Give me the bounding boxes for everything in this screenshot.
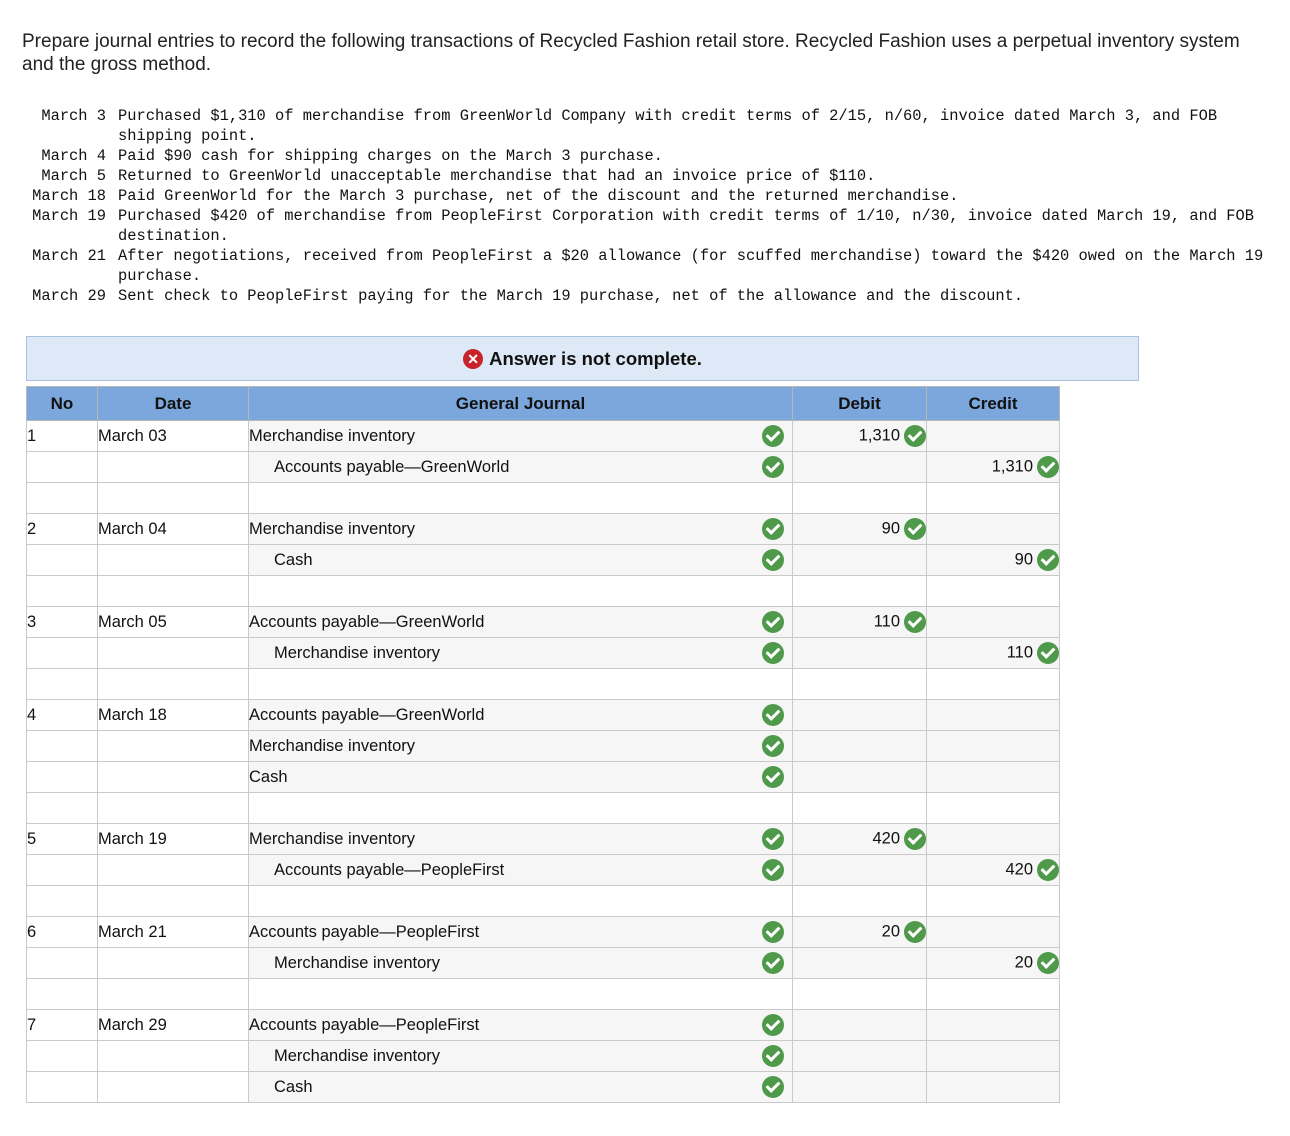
credit-input[interactable] [927,421,1060,452]
journal-row [27,421,1060,452]
check-circle-icon [762,1076,784,1098]
entry-date-select[interactable]: March 29 [98,1010,249,1041]
account-title-select[interactable] [249,452,793,483]
entry-number [27,638,98,669]
debit-input[interactable] [793,979,927,1010]
x-circle-icon: ✕ [463,349,483,369]
journal-row [27,514,1060,545]
journal-row [27,452,1060,483]
transaction-date: March 29 [32,287,106,305]
transaction-date: March 18 [32,187,106,205]
entry-number [27,948,98,979]
credit-input[interactable] [927,886,1060,917]
debit-value: 90 [881,519,900,538]
debit-input[interactable] [793,452,927,483]
header-date: Date [98,387,249,421]
entry-date-select[interactable] [98,452,249,483]
entry-number [27,576,98,607]
debit-input[interactable] [793,731,927,762]
general-journal-table [26,386,1060,1103]
entry-date-select[interactable] [98,1041,249,1072]
account-title-select[interactable] [249,1010,793,1041]
journal-row [27,607,1060,638]
check-circle-icon [1037,952,1059,974]
account-title-select[interactable] [249,514,793,545]
account-title-select[interactable] [249,1041,793,1072]
account-title-select[interactable] [249,421,793,452]
credit-input[interactable] [927,1041,1060,1072]
journal-row [27,793,1060,824]
journal-row [27,824,1060,855]
credit-value: 1,310 [991,457,1033,476]
debit-input[interactable] [793,1072,927,1103]
debit-value: 110 [873,612,900,631]
account-title-select[interactable] [249,483,793,514]
entry-date-select[interactable]: March 05 [98,607,249,638]
check-circle-icon [762,704,784,726]
check-circle-icon [1037,549,1059,571]
transaction-item [22,246,1278,286]
entry-date-select[interactable] [98,545,249,576]
transaction-item [22,166,1278,186]
account-title-text: Merchandise inventory [249,829,415,848]
account-title-text: Accounts payable—GreenWorld [249,612,485,631]
journal-row [27,638,1060,669]
account-title-text: Merchandise inventory [274,1046,440,1065]
account-title-select[interactable] [249,855,793,886]
header-general-journal: General Journal [249,387,793,421]
check-circle-icon [1037,642,1059,664]
journal-row [27,886,1060,917]
account-title-text: Cash [274,550,313,569]
account-title-select[interactable] [249,607,793,638]
check-circle-icon [904,425,926,447]
credit-input[interactable] [927,731,1060,762]
credit-value: 20 [1014,953,1033,972]
transaction-text: Purchased $420 of merchandise from PeopleFirst Corporation with credit terms of 1/10, n/30, invoice dated March 19, and FOB destination. [118,207,1255,245]
entry-number [27,855,98,886]
account-title-text: Accounts payable—GreenWorld [249,705,485,724]
entry-date-select[interactable] [98,793,249,824]
entry-number [27,452,98,483]
check-circle-icon [762,518,784,540]
check-circle-icon [904,611,926,633]
journal-row [27,1041,1060,1072]
entry-date-select[interactable] [98,669,249,700]
transaction-list [22,106,1278,306]
transaction-text: After negotiations, received from PeopleFirst a $20 allowance (for scuffed merchandise) toward the $420 owed on the March 19 purchase. [118,247,1264,285]
entry-number: 6 [27,917,98,948]
account-title-select[interactable] [249,886,793,917]
debit-input[interactable] [793,948,927,979]
account-title-text: Accounts payable—GreenWorld [274,457,510,476]
entry-date-select[interactable] [98,638,249,669]
credit-input[interactable] [927,1072,1060,1103]
account-title-text: Accounts payable—PeopleFirst [249,922,480,941]
account-title-select[interactable] [249,576,793,607]
transaction-item [22,146,1278,166]
credit-input[interactable] [927,762,1060,793]
transaction-item [22,206,1278,246]
account-title-select[interactable] [249,917,793,948]
entry-number [27,979,98,1010]
account-title-text: Merchandise inventory [274,643,440,662]
debit-input[interactable] [793,917,927,948]
account-title-select[interactable] [249,824,793,855]
account-title-text: Cash [249,767,288,786]
entry-number [27,731,98,762]
entry-number [27,1041,98,1072]
transaction-text: Purchased $1,310 of merchandise from GreenWorld Company with credit terms of 2/15, n/60, invoice dated March 3, and FOB shipping point. [118,107,1218,145]
entry-number [27,1072,98,1103]
debit-input[interactable] [793,607,927,638]
entry-date-select[interactable] [98,979,249,1010]
debit-input[interactable] [793,483,927,514]
credit-input[interactable] [927,607,1060,638]
credit-value: 420 [1005,860,1033,879]
credit-input[interactable] [927,824,1060,855]
credit-input[interactable] [927,979,1060,1010]
account-title-text: Accounts payable—PeopleFirst [274,860,505,879]
entry-number: 4 [27,700,98,731]
entry-number [27,669,98,700]
entry-number: 5 [27,824,98,855]
entry-date-select[interactable] [98,886,249,917]
check-circle-icon [762,425,784,447]
entry-number: 2 [27,514,98,545]
entry-date-select[interactable]: March 21 [98,917,249,948]
account-title-select[interactable] [249,793,793,824]
check-circle-icon [762,921,784,943]
credit-input[interactable] [927,948,1060,979]
transaction-text: Paid $90 cash for shipping charges on the March 3 purchase. [118,147,663,165]
check-circle-icon [762,952,784,974]
debit-input[interactable] [793,1041,927,1072]
journal-row [27,979,1060,1010]
entry-number [27,793,98,824]
check-circle-icon [904,921,926,943]
entry-date-select[interactable] [98,731,249,762]
debit-value: 420 [872,829,900,848]
debit-input[interactable] [793,855,927,886]
account-title-text: Merchandise inventory [274,953,440,972]
journal-row [27,1072,1060,1103]
check-circle-icon [762,549,784,571]
debit-input[interactable] [793,886,927,917]
transaction-text: Returned to GreenWorld unacceptable merchandise that had an invoice price of $110. [118,167,876,185]
header-no: No [27,387,98,421]
account-title-text: Merchandise inventory [249,426,415,445]
account-title-select[interactable] [249,545,793,576]
journal-row [27,700,1060,731]
account-title-select[interactable] [249,731,793,762]
debit-input[interactable] [793,824,927,855]
entry-date-select[interactable] [98,576,249,607]
debit-input[interactable] [793,793,927,824]
journal-row [27,483,1060,514]
credit-input[interactable] [927,917,1060,948]
credit-input[interactable] [927,483,1060,514]
account-title-text: Cash [274,1077,313,1096]
entry-date-select[interactable]: March 19 [98,824,249,855]
check-circle-icon [762,766,784,788]
entry-number [27,545,98,576]
transaction-item [22,106,1278,146]
debit-input[interactable] [793,576,927,607]
credit-input[interactable] [927,576,1060,607]
check-circle-icon [762,859,784,881]
check-circle-icon [762,1014,784,1036]
check-circle-icon [762,735,784,757]
account-title-select[interactable] [249,762,793,793]
entry-number: 3 [27,607,98,638]
check-circle-icon [904,518,926,540]
debit-input[interactable] [793,1010,927,1041]
debit-input[interactable] [793,421,927,452]
check-circle-icon [762,828,784,850]
journal-row [27,855,1060,886]
credit-input[interactable] [927,669,1060,700]
debit-input[interactable] [793,638,927,669]
debit-input[interactable] [793,700,927,731]
entry-date-select[interactable] [98,1072,249,1103]
credit-input[interactable] [927,452,1060,483]
journal-row [27,669,1060,700]
journal-row [27,545,1060,576]
credit-input[interactable] [927,545,1060,576]
journal-row [27,917,1060,948]
credit-input[interactable] [927,638,1060,669]
account-title-text: Merchandise inventory [249,519,415,538]
status-banner [26,336,1139,381]
entry-date-select[interactable] [98,855,249,886]
header-debit: Debit [793,387,927,421]
entry-number: 1 [27,421,98,452]
debit-value: 20 [881,922,900,941]
transaction-text: Paid GreenWorld for the March 3 purchase, net of the discount and the returned merchandise. [118,187,959,205]
account-title-select[interactable] [249,979,793,1010]
debit-input[interactable] [793,545,927,576]
entry-number [27,886,98,917]
entry-number [27,762,98,793]
check-circle-icon [1037,859,1059,881]
check-circle-icon [762,1045,784,1067]
account-title-select[interactable] [249,1072,793,1103]
credit-value: 90 [1014,550,1033,569]
journal-row [27,1010,1060,1041]
transaction-item [22,186,1278,206]
transaction-date: March 4 [41,147,106,165]
journal-row [27,576,1060,607]
account-title-select[interactable] [249,638,793,669]
entry-date-select[interactable] [98,948,249,979]
transaction-date: March 19 [32,207,106,225]
entry-date-select[interactable]: March 04 [98,514,249,545]
table-header-row [27,387,1060,421]
entry-date-select[interactable]: March 03 [98,421,249,452]
transaction-date: March 3 [41,107,106,125]
account-title-select[interactable] [249,948,793,979]
transaction-date: March 21 [32,247,106,265]
entry-number [27,483,98,514]
account-title-text: Merchandise inventory [249,736,415,755]
entry-date-select[interactable] [98,762,249,793]
entry-date-select[interactable]: March 18 [98,700,249,731]
check-circle-icon [904,828,926,850]
debit-input[interactable] [793,762,927,793]
transaction-item [22,286,1278,306]
debit-input[interactable] [793,669,927,700]
journal-row [27,762,1060,793]
header-credit: Credit [927,387,1060,421]
account-title-text: Accounts payable—PeopleFirst [249,1015,480,1034]
check-circle-icon [1037,456,1059,478]
entry-number: 7 [27,1010,98,1041]
credit-input[interactable] [927,700,1060,731]
check-circle-icon [762,456,784,478]
credit-input[interactable] [927,1010,1060,1041]
transaction-date: March 5 [41,167,106,185]
entry-date-select[interactable] [98,483,249,514]
debit-value: 1,310 [858,426,900,445]
credit-input[interactable] [927,855,1060,886]
account-title-select[interactable] [249,700,793,731]
check-circle-icon [762,642,784,664]
credit-value: 110 [1006,643,1033,662]
journal-row [27,948,1060,979]
journal-row [27,731,1060,762]
question-prompt: Prepare journal entries to record the following transactions of Recycled Fashion retail store. Recycled Fashion uses a perpetual inventory system and the gross method. [22,31,1240,75]
account-title-select[interactable] [249,669,793,700]
credit-input[interactable] [927,793,1060,824]
status-banner-text: Answer is not complete. [489,347,702,369]
check-circle-icon [762,611,784,633]
debit-input[interactable] [793,514,927,545]
credit-input[interactable] [927,514,1060,545]
transaction-text: Sent check to PeopleFirst paying for the March 19 purchase, net of the allowance and the discount. [118,287,1024,305]
